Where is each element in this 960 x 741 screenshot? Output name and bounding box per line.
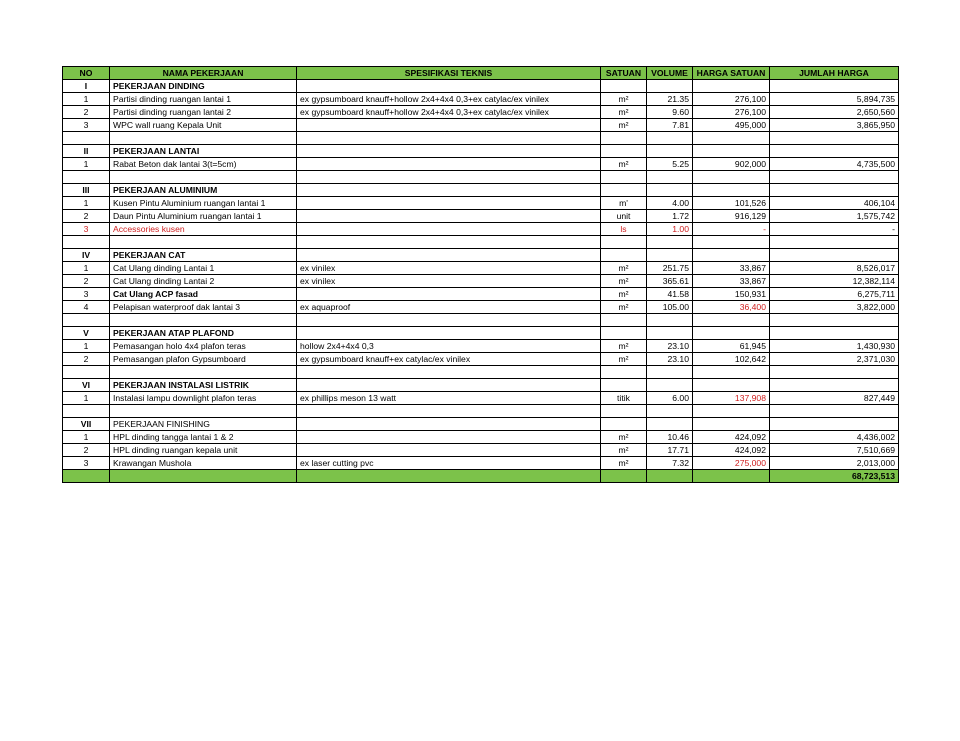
table-row (63, 119, 899, 132)
cell-spesifikasi (297, 171, 601, 184)
cell-harga-satuan: 916,129 (693, 210, 770, 223)
cell-volume (647, 366, 693, 379)
cell-spesifikasi: ex gypsumboard knauff+hollow 2x4+4x4 0,3+ex catylac/ex vinilex (297, 93, 601, 106)
cell-spesifikasi (297, 158, 601, 171)
cell-volume: 23.10 (647, 340, 693, 353)
cell-spesifikasi (297, 80, 601, 93)
cell-nama-pekerjaan: Partisi dinding ruangan lantai 1 (110, 93, 297, 106)
cell-harga-satuan (693, 249, 770, 262)
cell-satuan (601, 249, 647, 262)
cell-jumlah-harga (770, 145, 899, 158)
cell-volume: 105.00 (647, 301, 693, 314)
cell-nama-pekerjaan: Kusen Pintu Aluminium ruangan lantai 1 (110, 197, 297, 210)
cell-nama-pekerjaan: Pelapisan waterproof dak lantai 3 (110, 301, 297, 314)
cell-harga-satuan: 150,931 (693, 288, 770, 301)
cell-spesifikasi (297, 444, 601, 457)
cell-satuan (601, 405, 647, 418)
cell-nama-pekerjaan: Partisi dinding ruangan lantai 2 (110, 106, 297, 119)
cell-nama-pekerjaan: Daun Pintu Aluminium ruangan lantai 1 (110, 210, 297, 223)
cell-volume: 7.81 (647, 119, 693, 132)
cell-no: 2 (63, 353, 110, 366)
cell-volume: 23.10 (647, 353, 693, 366)
cell-nama-pekerjaan: PEKERJAAN LANTAI (110, 145, 297, 158)
cell-no: VII (63, 418, 110, 431)
cell-nama-pekerjaan: PEKERJAAN FINISHING (110, 418, 297, 431)
cell-spesifikasi (297, 418, 601, 431)
cell-nama-pekerjaan (110, 132, 297, 145)
cell-harga-satuan: 276,100 (693, 106, 770, 119)
header-satuan: SATUAN (601, 67, 647, 80)
cell-jumlah-harga: 406,104 (770, 197, 899, 210)
cell-spesifikasi (297, 314, 601, 327)
cell-no (63, 171, 110, 184)
cell-no: 1 (63, 158, 110, 171)
cell-nama-pekerjaan: PEKERJAAN ATAP PLAFOND (110, 327, 297, 340)
cell-jumlah-harga: 4,735,500 (770, 158, 899, 171)
total-cell-price (693, 470, 770, 483)
header-spesifikasi: SPESIFIKASI TEKNIS (297, 67, 601, 80)
cell-jumlah-harga (770, 405, 899, 418)
spacer-row (63, 236, 899, 249)
table-row (63, 340, 899, 353)
cell-no: V (63, 327, 110, 340)
cell-jumlah-harga (770, 379, 899, 392)
cell-no: 1 (63, 392, 110, 405)
cell-spesifikasi (297, 210, 601, 223)
cell-satuan (601, 418, 647, 431)
cell-spesifikasi: ex gypsumboard knauff+ex catylac/ex vinilex (297, 353, 601, 366)
cell-satuan: m² (601, 340, 647, 353)
cell-nama-pekerjaan: PEKERJAAN ALUMINIUM (110, 184, 297, 197)
cell-jumlah-harga (770, 314, 899, 327)
cell-jumlah-harga: 7,510,669 (770, 444, 899, 457)
cell-jumlah-harga: 8,526,017 (770, 262, 899, 275)
spacer-row (63, 366, 899, 379)
cell-harga-satuan: 902,000 (693, 158, 770, 171)
cell-harga-satuan (693, 366, 770, 379)
cell-harga-satuan: - (693, 223, 770, 236)
cell-volume (647, 379, 693, 392)
cell-volume: 41.58 (647, 288, 693, 301)
cell-satuan: unit (601, 210, 647, 223)
cell-satuan (601, 145, 647, 158)
cell-satuan: m² (601, 119, 647, 132)
section-row (63, 327, 899, 340)
cell-satuan: ls (601, 223, 647, 236)
section-row (63, 184, 899, 197)
spacer-row (63, 405, 899, 418)
cell-satuan: m² (601, 288, 647, 301)
table-row (63, 431, 899, 444)
cell-jumlah-harga: 2,371,030 (770, 353, 899, 366)
cell-no: VI (63, 379, 110, 392)
cell-satuan: m² (601, 457, 647, 470)
header-nama-pekerjaan: NAMA PEKERJAAN (110, 67, 297, 80)
cell-no: 4 (63, 301, 110, 314)
cell-nama-pekerjaan: PEKERJAAN CAT (110, 249, 297, 262)
cell-spesifikasi: ex phillips meson 13 watt (297, 392, 601, 405)
cell-spesifikasi (297, 132, 601, 145)
cell-nama-pekerjaan (110, 366, 297, 379)
cell-jumlah-harga: 1,575,742 (770, 210, 899, 223)
cell-jumlah-harga (770, 132, 899, 145)
cell-satuan: titik (601, 392, 647, 405)
cell-spesifikasi (297, 249, 601, 262)
cell-harga-satuan (693, 236, 770, 249)
cell-satuan: m² (601, 431, 647, 444)
cell-spesifikasi (297, 145, 601, 158)
cell-volume (647, 249, 693, 262)
header-no: NO (63, 67, 110, 80)
table-row (63, 444, 899, 457)
cell-satuan (601, 314, 647, 327)
cell-no: 3 (63, 223, 110, 236)
cell-satuan (601, 184, 647, 197)
cell-jumlah-harga: 12,382,114 (770, 275, 899, 288)
section-row (63, 249, 899, 262)
cell-jumlah-harga: 2,013,000 (770, 457, 899, 470)
cell-no (63, 314, 110, 327)
cell-volume: 10.46 (647, 431, 693, 444)
cell-no: 1 (63, 93, 110, 106)
cell-spesifikasi (297, 197, 601, 210)
table-row (63, 275, 899, 288)
cell-harga-satuan (693, 80, 770, 93)
cell-spesifikasi (297, 236, 601, 249)
table-row (63, 223, 899, 236)
section-row (63, 80, 899, 93)
cell-spesifikasi (297, 366, 601, 379)
spacer-row (63, 314, 899, 327)
cell-jumlah-harga (770, 171, 899, 184)
cell-volume (647, 405, 693, 418)
cell-nama-pekerjaan: Cat Ulang dinding Lantai 1 (110, 262, 297, 275)
cell-harga-satuan: 137,908 (693, 392, 770, 405)
cell-no: 2 (63, 106, 110, 119)
cell-satuan (601, 366, 647, 379)
cell-nama-pekerjaan: HPL dinding ruangan kepala unit (110, 444, 297, 457)
cell-volume (647, 314, 693, 327)
cell-harga-satuan: 33,867 (693, 275, 770, 288)
cell-volume: 251.75 (647, 262, 693, 275)
cell-volume (647, 171, 693, 184)
cell-jumlah-harga: 3,865,950 (770, 119, 899, 132)
cell-satuan (601, 132, 647, 145)
cell-no: 2 (63, 210, 110, 223)
cell-harga-satuan (693, 184, 770, 197)
cell-no: 2 (63, 275, 110, 288)
cell-nama-pekerjaan (110, 236, 297, 249)
table-row (63, 210, 899, 223)
cell-nama-pekerjaan: Accessories kusen (110, 223, 297, 236)
cell-satuan: m² (601, 158, 647, 171)
cell-spesifikasi (297, 405, 601, 418)
cell-satuan: m' (601, 197, 647, 210)
cell-spesifikasi (297, 327, 601, 340)
total-cell-spec (297, 470, 601, 483)
cell-volume (647, 236, 693, 249)
cell-nama-pekerjaan: Rabat Beton dak lantai 3(t=5cm) (110, 158, 297, 171)
cell-volume: 4.00 (647, 197, 693, 210)
cell-nama-pekerjaan: Cat Ulang ACP fasad (110, 288, 297, 301)
cell-satuan: m² (601, 93, 647, 106)
cell-volume (647, 327, 693, 340)
table-row (63, 158, 899, 171)
cell-nama-pekerjaan (110, 314, 297, 327)
cell-harga-satuan (693, 132, 770, 145)
cell-spesifikasi: hollow 2x4+4x4 0,3 (297, 340, 601, 353)
cell-jumlah-harga (770, 366, 899, 379)
cell-volume: 9.60 (647, 106, 693, 119)
cell-satuan (601, 80, 647, 93)
cell-jumlah-harga: 1,430,930 (770, 340, 899, 353)
cell-harga-satuan: 424,092 (693, 431, 770, 444)
cell-no: 1 (63, 340, 110, 353)
cell-jumlah-harga: 6,275,711 (770, 288, 899, 301)
cell-volume: 7.32 (647, 457, 693, 470)
table-row (63, 262, 899, 275)
cell-jumlah-harga: 5,894,735 (770, 93, 899, 106)
cell-no: 1 (63, 262, 110, 275)
section-row (63, 418, 899, 431)
table-body (63, 80, 899, 470)
cell-harga-satuan: 495,000 (693, 119, 770, 132)
total-cell-unit (601, 470, 647, 483)
cell-harga-satuan (693, 314, 770, 327)
cell-no (63, 132, 110, 145)
cell-nama-pekerjaan: Pemasangan holo 4x4 plafon teras (110, 340, 297, 353)
cell-spesifikasi: ex vinilex (297, 262, 601, 275)
cell-satuan: m² (601, 353, 647, 366)
cell-spesifikasi (297, 379, 601, 392)
cell-spesifikasi: ex gypsumboard knauff+hollow 2x4+4x4 0,3+ex catylac/ex vinilex (297, 106, 601, 119)
cell-volume (647, 132, 693, 145)
cell-spesifikasi (297, 184, 601, 197)
cell-spesifikasi (297, 223, 601, 236)
cell-no: 1 (63, 197, 110, 210)
header-volume: VOLUME (647, 67, 693, 80)
cell-nama-pekerjaan: WPC wall ruang Kepala Unit (110, 119, 297, 132)
cell-nama-pekerjaan: Instalasi lampu downlight plafon teras (110, 392, 297, 405)
cell-harga-satuan (693, 379, 770, 392)
cell-spesifikasi (297, 288, 601, 301)
cell-harga-satuan: 424,092 (693, 444, 770, 457)
cell-jumlah-harga: 827,449 (770, 392, 899, 405)
cell-no: IV (63, 249, 110, 262)
cell-no: II (63, 145, 110, 158)
spacer-row (63, 171, 899, 184)
total-cell-volume (647, 470, 693, 483)
table-row (63, 288, 899, 301)
cell-harga-satuan (693, 171, 770, 184)
cell-volume: 1.00 (647, 223, 693, 236)
table-row (63, 301, 899, 314)
cell-harga-satuan (693, 418, 770, 431)
cell-volume: 1.72 (647, 210, 693, 223)
cell-jumlah-harga (770, 418, 899, 431)
cell-spesifikasi: ex aquaproof (297, 301, 601, 314)
spacer-row (63, 132, 899, 145)
boq-table (62, 66, 899, 483)
cell-satuan: m² (601, 301, 647, 314)
table-row (63, 392, 899, 405)
cell-satuan: m² (601, 262, 647, 275)
cell-jumlah-harga (770, 236, 899, 249)
table-row (63, 106, 899, 119)
section-row (63, 379, 899, 392)
cell-spesifikasi (297, 431, 601, 444)
cell-spesifikasi (297, 119, 601, 132)
grand-total-row (63, 470, 899, 483)
cell-satuan (601, 171, 647, 184)
cell-harga-satuan (693, 145, 770, 158)
cell-nama-pekerjaan: HPL dinding tangga lantai 1 & 2 (110, 431, 297, 444)
cell-nama-pekerjaan: Krawangan Mushola (110, 457, 297, 470)
cell-volume: 17.71 (647, 444, 693, 457)
cell-nama-pekerjaan: Pemasangan plafon Gypsumboard (110, 353, 297, 366)
cell-no: III (63, 184, 110, 197)
cell-jumlah-harga (770, 80, 899, 93)
cell-no: 3 (63, 288, 110, 301)
cell-jumlah-harga (770, 249, 899, 262)
cell-no (63, 236, 110, 249)
header-jumlah-harga: JUMLAH HARGA (770, 67, 899, 80)
cell-harga-satuan: 276,100 (693, 93, 770, 106)
cell-satuan (601, 327, 647, 340)
cell-nama-pekerjaan (110, 171, 297, 184)
cell-no: I (63, 80, 110, 93)
cell-volume: 21.35 (647, 93, 693, 106)
table-row (63, 197, 899, 210)
cell-spesifikasi: ex vinilex (297, 275, 601, 288)
header-harga-satuan: HARGA SATUAN (693, 67, 770, 80)
cell-spesifikasi: ex laser cutting pvc (297, 457, 601, 470)
cell-jumlah-harga: 3,822,000 (770, 301, 899, 314)
cell-volume (647, 145, 693, 158)
cell-jumlah-harga: 4,436,002 (770, 431, 899, 444)
grand-total-value: 68,723,513 (770, 470, 899, 483)
cell-satuan (601, 379, 647, 392)
cell-jumlah-harga: 2,650,560 (770, 106, 899, 119)
cell-no (63, 405, 110, 418)
cell-satuan: m² (601, 106, 647, 119)
cell-no: 3 (63, 119, 110, 132)
cell-harga-satuan: 275,000 (693, 457, 770, 470)
cell-no (63, 366, 110, 379)
cell-nama-pekerjaan: PEKERJAAN DINDING (110, 80, 297, 93)
cell-volume: 5.25 (647, 158, 693, 171)
cell-harga-satuan: 36,400 (693, 301, 770, 314)
table-row (63, 93, 899, 106)
cell-jumlah-harga (770, 184, 899, 197)
cell-harga-satuan: 102,642 (693, 353, 770, 366)
cell-volume: 6.00 (647, 392, 693, 405)
header-row (63, 67, 899, 80)
cell-volume (647, 184, 693, 197)
total-cell-no (63, 470, 110, 483)
cell-harga-satuan: 61,945 (693, 340, 770, 353)
cell-volume: 365.61 (647, 275, 693, 288)
cell-harga-satuan: 33,867 (693, 262, 770, 275)
cell-nama-pekerjaan (110, 405, 297, 418)
cell-no: 1 (63, 431, 110, 444)
total-cell-name (110, 470, 297, 483)
cell-volume (647, 80, 693, 93)
cell-harga-satuan (693, 405, 770, 418)
cell-satuan (601, 236, 647, 249)
cell-satuan: m² (601, 275, 647, 288)
cell-nama-pekerjaan: Cat Ulang dinding Lantai 2 (110, 275, 297, 288)
cell-satuan: m² (601, 444, 647, 457)
table-row (63, 353, 899, 366)
cell-harga-satuan (693, 327, 770, 340)
section-row (63, 145, 899, 158)
cell-no: 3 (63, 457, 110, 470)
cell-harga-satuan: 101,526 (693, 197, 770, 210)
cell-nama-pekerjaan: PEKERJAAN INSTALASI LISTRIK (110, 379, 297, 392)
cell-jumlah-harga (770, 327, 899, 340)
table-row (63, 457, 899, 470)
cell-no: 2 (63, 444, 110, 457)
cell-jumlah-harga: - (770, 223, 899, 236)
cell-volume (647, 418, 693, 431)
